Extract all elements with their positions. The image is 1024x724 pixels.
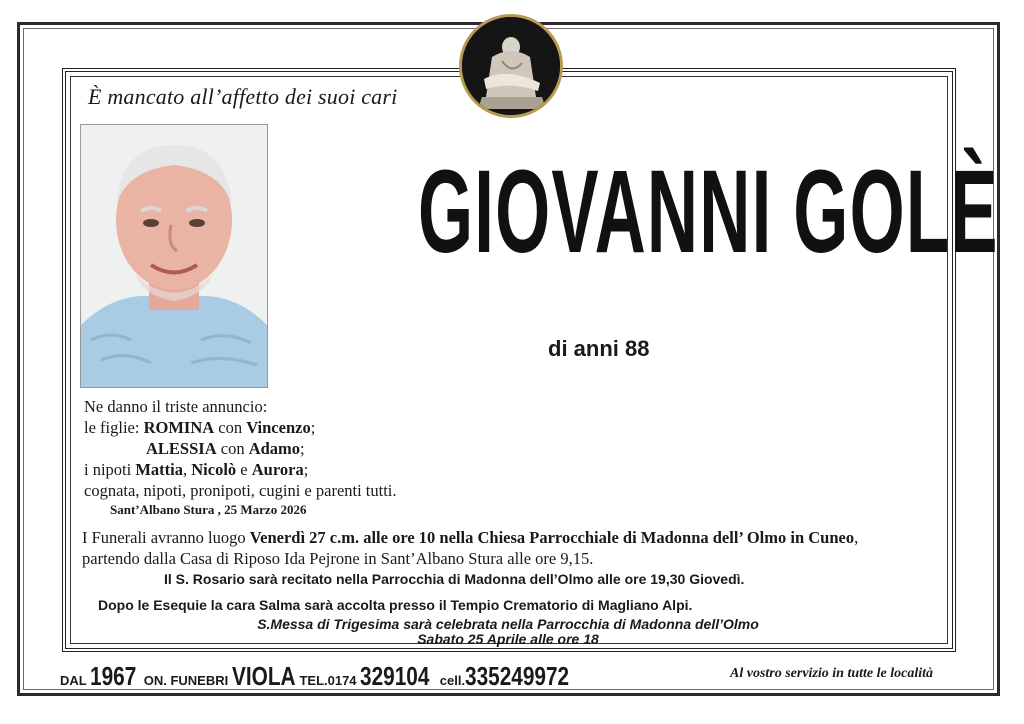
place-date: Sant’Albano Stura , 25 Marzo 2026	[110, 502, 307, 517]
funeral-datetime: Venerdì 27 c.m. alle ore 10 nella Chiesa Parrocchiale di Madonna dell’ Olmo in Cuneo	[249, 528, 855, 547]
text: e	[236, 460, 252, 479]
funeral-home-footer	[60, 661, 620, 689]
announcement-intro: Ne danno il triste annuncio:	[84, 397, 268, 416]
text: ,	[854, 528, 859, 547]
name: Vincenzo	[246, 418, 311, 437]
funeral-line-1	[82, 527, 858, 548]
trigesima-line-1: S.Messa di Trigesima sarà celebrata nella Parrocchia di Madonna dell’Olmo	[257, 616, 759, 632]
text: ;	[300, 439, 305, 458]
name: ROMINA	[143, 418, 215, 437]
rosary-info: Il S. Rosario sarà recitato nella Parrocchia di Madonna dell’Olmo alle ore 19,30 Giovedì.	[164, 571, 745, 587]
announcement-relatives: cognata, nipoti, pronipoti, cugini e parenti tutti.	[84, 481, 397, 500]
name: Adamo	[248, 439, 301, 458]
footer-cell: 335249972	[465, 661, 570, 691]
footer-tel-label: TEL.0174	[295, 673, 361, 688]
trigesima-info	[108, 617, 908, 647]
footer-tel: 329104	[360, 661, 430, 691]
announcement-grandchildren	[84, 459, 397, 480]
announcement-daughter-1	[84, 417, 397, 438]
footer-of: ON. FUNEBRI	[140, 673, 232, 688]
announcement-daughter-2	[84, 438, 397, 459]
portrait-image	[81, 125, 267, 387]
text: ;	[303, 460, 309, 479]
name: Nicolò	[191, 460, 237, 479]
announcement-block	[84, 396, 397, 501]
footer-service: Al vostro servizio in tutte le località	[730, 666, 933, 681]
footer-cell-label: cell.	[436, 673, 466, 688]
text: con	[214, 418, 247, 437]
name: ALESSIA	[146, 439, 217, 458]
funeral-info	[82, 527, 858, 569]
text: ;	[310, 418, 316, 437]
footer-dal: DAL	[60, 673, 91, 688]
text: con	[216, 439, 249, 458]
pieta-medallion	[459, 14, 563, 118]
text: i nipoti	[84, 460, 136, 479]
header-line: È mancato all’affetto dei suoi cari	[88, 84, 398, 109]
name: Aurora	[251, 460, 304, 479]
footer-company: VIOLA	[231, 661, 296, 691]
text: le figlie:	[84, 418, 144, 437]
deceased-name: GIOVANNI GOLÈ	[418, 146, 999, 278]
deceased-photo	[80, 124, 268, 388]
footer-year: 1967	[90, 661, 137, 691]
trigesima-line-2: Sabato 25 Aprile alle ore 18	[417, 631, 599, 647]
deceased-age: di anni 88	[548, 336, 650, 361]
cremation-info: Dopo le Esequie la cara Salma sarà accolta presso il Tempio Crematorio di Magliano Alpi.	[98, 597, 693, 613]
text: ,	[183, 460, 192, 479]
name: Mattia	[135, 460, 183, 479]
text: I Funerali avranno luogo	[82, 528, 250, 547]
pieta-sculpture-icon	[462, 17, 560, 115]
funeral-line-2: partendo dalla Casa di Riposo Ida Pejrone in Sant’Albano Stura alle ore 9,15.	[82, 549, 594, 568]
